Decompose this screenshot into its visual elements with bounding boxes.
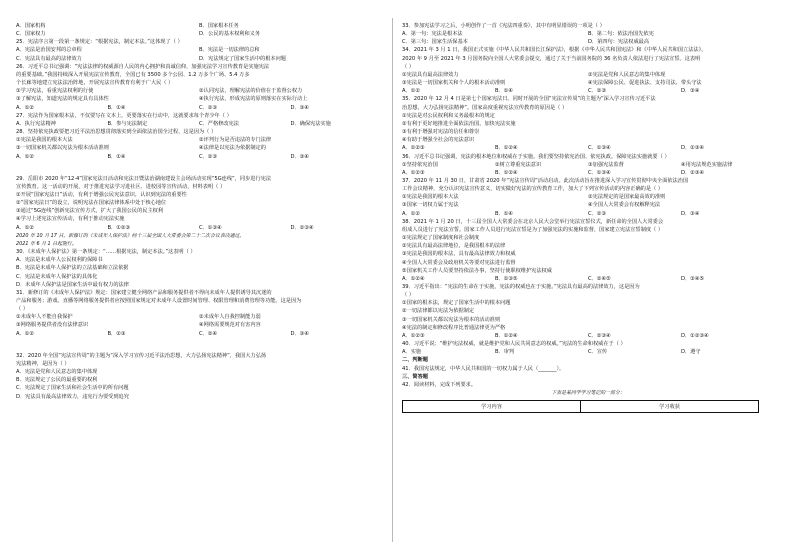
statement-item: ③一切国家机关都以宪法为根本的活动准则 bbox=[402, 316, 501, 323]
question-34-options bbox=[402, 87, 774, 95]
question-35-stem: 35．2020 年 12 月 4 日是第七个国家宪法日。同时开展的全国“宪法宣传周”的主题为“深入学习宣传习近平法 bbox=[402, 96, 656, 103]
top-options-row1 bbox=[16, 22, 382, 30]
option[interactable]: A．①② bbox=[402, 88, 421, 95]
statement-item: ④执行宪法，形成宪法的原则落实在实际行动上 bbox=[199, 96, 308, 103]
question-40-stem: 40．习近平说：“维护宪法权威，就是维护党和人民共同意志的权威。”宪法的生命和权威在于（ ） bbox=[402, 341, 626, 348]
statement-item: ③了解宪法，知道宪法的规定具有具体性 bbox=[16, 96, 109, 103]
option[interactable]: D．宪法具有最高法律效力，违宪行为要受到追究 bbox=[16, 393, 129, 400]
option[interactable]: A．①②④ bbox=[402, 275, 425, 282]
option[interactable]: C．宪法规定了国家生活和社会生活中的所有问题 bbox=[16, 385, 129, 392]
question-27-stem: 27．宪法作为国家根本法，不仅要写在文本上，更要落实在行动中，这就要求每个青少年（ ） bbox=[16, 112, 232, 119]
section-heading: 二、判断题 bbox=[402, 357, 428, 364]
question-26-stem-line: 个长廊等地建立宪法法治阵地，开展宪法宣传教育有利于广大民（ ） bbox=[16, 80, 174, 87]
statement-item: ②树立尊重宪法意识 bbox=[495, 161, 542, 168]
option[interactable]: D．确保宪法实施 bbox=[290, 120, 331, 127]
question-37-stem-line: 工作会议精神，充分认识宪法宣传意义，切实做好宪法的宣传教育工作，加大了下列宣传活动的内容正确的是（ ） bbox=[402, 186, 664, 193]
statement-item: ①宪法是对公民权利和义务最根本的规定 bbox=[402, 112, 495, 119]
question-37-options bbox=[402, 210, 774, 218]
option[interactable]: D．②③④ bbox=[681, 145, 705, 152]
question-25-options-row2 bbox=[16, 55, 382, 63]
statement-item: ③通过“5G连线”创新宪法宣传方式，扩大了我国公民的民主权利 bbox=[16, 208, 164, 215]
option[interactable]: A．执行宪法精神 bbox=[16, 120, 56, 127]
question-36-options bbox=[402, 169, 774, 177]
question-34-items-row1 bbox=[402, 71, 774, 79]
question-26-options bbox=[16, 104, 382, 112]
question-26-items-row1 bbox=[16, 87, 382, 95]
question-39-options bbox=[402, 332, 774, 340]
statement-item: ①未成年人不能自我保护 bbox=[16, 314, 73, 321]
option[interactable]: B．①②③ bbox=[107, 224, 131, 231]
study-notes-table bbox=[402, 400, 759, 413]
option[interactable]: B．国家根本任务 bbox=[199, 23, 239, 29]
question-35-stem-line: 治思想，大力弘扬宪法精神”。国家高度重视宪法宣传教育的原因是（ ） bbox=[402, 104, 568, 111]
option[interactable]: A．①② bbox=[16, 153, 35, 160]
statement-item: ③宪法是我国的根本法，具有最高法律效力和权威 bbox=[402, 251, 516, 258]
question-38-options bbox=[402, 275, 774, 283]
statement-item: ①国家的根本法，规定了国家生活中的根本问题 bbox=[402, 300, 511, 307]
statement-item: ②宪法具有最高法律地位，是我国根本的法律 bbox=[402, 243, 506, 250]
question-33-options-row1 bbox=[402, 30, 774, 38]
statement-item: ①宪法是我国的根本大法 bbox=[16, 137, 73, 144]
option[interactable]: A．实施 bbox=[402, 349, 422, 356]
question-29-stem: 29．岳阳市 2020 年“12·4”国家宪法日活动和宪法日暨法治湖南建设主会场活动实现“5G连线”，同步进行宪法 bbox=[16, 175, 272, 182]
option[interactable]: D．①②③④ bbox=[681, 332, 709, 339]
statement-item: ②有利于更好地推进全面依法治国，加快宪法实施 bbox=[402, 120, 516, 127]
question-31-stem-line: 产品和服务；游戏、直播等网络服务提供者应按照国家规定对未成年人设置时间管理、权限管理和消费管理等功能。这是因为 bbox=[16, 298, 302, 304]
statement-item: ③国家一切权力属于宪法 bbox=[402, 202, 459, 209]
statement-item: ②评判行为是否违法的专门法律 bbox=[199, 137, 272, 144]
statement-item: ⑤国家机关工作人员要坚持依法办事，坚持行使职权维护宪法权威 bbox=[402, 267, 552, 274]
option[interactable]: A．①② bbox=[16, 104, 35, 111]
option[interactable]: A．宪法是党和人民意志的集中体现 bbox=[16, 369, 98, 376]
statement-item: ④法律是以宪法为依据制定的 bbox=[199, 145, 266, 152]
question-42-stem: 42．阅读材料，完成下列要求。 bbox=[402, 381, 477, 388]
question-38-stem: 38．2021 年 1 月 20 日，十三届全国人大常委会在北京人民大会堂举行宪法宣誓仪式，新任命的全国人大常委会 bbox=[402, 218, 664, 225]
statement-item: ②认同宪法，理解宪法的价值在于监督公权力 bbox=[199, 88, 303, 95]
statement-item: ①宪法是我国的根本大法 bbox=[402, 194, 459, 201]
question-30-stem: 30．《未成年人保护法》第一条规定：“……根据宪法，制定本法。”这表明（ ） bbox=[16, 249, 196, 256]
statement-item: ③网络服务提供者没有法律意识 bbox=[16, 322, 89, 329]
option[interactable]: D．③④ bbox=[290, 330, 309, 337]
option[interactable]: B．①④ bbox=[107, 104, 126, 111]
option[interactable]: C．①③④ bbox=[588, 145, 611, 152]
option[interactable]: B．①④ bbox=[495, 88, 514, 95]
statement-item: ①开展“国家宪法日”活动，有利于增强公民宪法意识，认识到宪法的重要性 bbox=[16, 191, 187, 198]
option[interactable]: D．宪法规定了国家生活中的根本问题 bbox=[199, 55, 286, 62]
option[interactable]: D．未成年人保护法是国家生活中最有权力的法律 bbox=[16, 281, 129, 288]
table-caption: 下表是某同学学习笔记的一部分： bbox=[551, 390, 625, 397]
question-26-stem: 26．习近平总书记强调：“宪法法律的权威源自人民的内心拥护和真诚信仰，加强宪法学习宣传教育是实施宪法 bbox=[16, 63, 270, 70]
option[interactable]: C．②④⑤ bbox=[588, 275, 611, 282]
question-25-options-row1 bbox=[16, 46, 382, 54]
option[interactable]: B．①③⑤ bbox=[495, 275, 518, 282]
option[interactable]: C．宪法是未成年人保护法的具体化 bbox=[16, 273, 98, 280]
question-31-options bbox=[16, 330, 382, 338]
option[interactable]: D．②③④ bbox=[290, 224, 314, 231]
option[interactable]: B．①④ bbox=[107, 153, 126, 160]
option[interactable]: A．宪法是治国安邦的总章程 bbox=[16, 47, 82, 54]
section-heading: 三、简答题 bbox=[402, 373, 428, 380]
option[interactable]: D．③④⑤ bbox=[681, 275, 705, 282]
statement-item: ①宪法规定了国家制度和社会制度 bbox=[402, 235, 480, 242]
statement-item: ③有利于增强对宪法的信任和尊崇 bbox=[402, 129, 480, 136]
statement-item: ①学习宪法，看重宪法权利的行使 bbox=[16, 88, 94, 95]
option[interactable]: C．②③ bbox=[199, 153, 218, 160]
question-40-options bbox=[402, 348, 774, 356]
question-31-items-row1 bbox=[16, 313, 382, 321]
question-26-stem-line: 的重要基础。”我国持续深入开展宪法宣传教育，全国已有 3500 多个公园、1.2 万多个广场、5.4 万多 bbox=[16, 71, 250, 78]
option[interactable]: A．宪法是未成年人公民权利的保障书 bbox=[16, 257, 103, 264]
option[interactable]: B．宪法是一切法律的总和 bbox=[199, 47, 260, 54]
question-31-stem: 31．新修订的《未成年人保护法》规定：国家建立健全网络产品和服务提供者不得向未成年人提供诱导其沉迷的 bbox=[16, 289, 272, 296]
question-39-stem-line: （ ） bbox=[402, 292, 415, 299]
right-column bbox=[402, 22, 774, 546]
option[interactable]: C．②③④ bbox=[588, 332, 611, 339]
question-37-stem: 37．2020 年 11 月 30 日，甘肃省 2020 年“宪法宣传周”活动启动。此次活动旨在推进深入学习宣传贯彻中央全面依法治国 bbox=[402, 177, 689, 184]
option[interactable]: B．①②④ bbox=[495, 332, 518, 339]
spacer bbox=[16, 338, 382, 352]
statement-item: ④全国人大常委会有权解释宪法 bbox=[588, 202, 661, 209]
statement-item: ④用宪法规范实施法律 bbox=[681, 161, 733, 168]
question-28-items-row1 bbox=[16, 136, 382, 144]
material-text: 2020 年 10 月 17 日，新修订的《未成年人保护法》经十三届全国人大常委会第二十二次会议表决通过， bbox=[16, 232, 245, 239]
top-options-row2 bbox=[16, 30, 382, 38]
question-34-stem: 34．2021 年 3 月 1 日，我国正式实施《中华人民共和国长江保护法》，根据《中华人民共和国宪法》和《中华人民共和国立法法》， bbox=[402, 47, 707, 54]
option[interactable]: A．①② bbox=[16, 224, 35, 231]
table-header-cell: 学习收获 bbox=[581, 401, 759, 413]
question-31-stem-line: （ ） bbox=[16, 306, 29, 313]
option[interactable]: D．公民的基本权利和义务 bbox=[199, 31, 261, 38]
option[interactable]: B．①②④ bbox=[495, 169, 518, 176]
option[interactable]: B．宪法规定了公民的最重要的权利 bbox=[16, 377, 98, 384]
question-25-stem: 25．宪法序言第一段第一条规定：“根据宪法，制定本法。”这体现了（ ） bbox=[16, 39, 183, 46]
question-34-stem-line: 2020 年 9 月至 2021 年 3 月国务院向全国人大常委会提交，通过了关于当前国务院的 36 名负责人依法进行了宪法宣誓。这表明 bbox=[402, 55, 701, 62]
question-29-stem-line: 宣传教育。这一活动的开展，对于推进宪法学习进社区、进校园等宣传活动，材料表明（ ） bbox=[16, 183, 226, 190]
option[interactable]: D．③④ bbox=[681, 88, 700, 95]
question-36-stem: 36．习近平总书记强调，宪法的根本地位和权威在于实施。我们要坚持依宪治国、依宪执政。保障宪法实施就要（ ） bbox=[402, 153, 670, 160]
option[interactable]: B．审判 bbox=[495, 349, 515, 356]
question-38-stem-line: 组成人员进行了宪法宣誓。国家工作人员进行宪法宣誓是为了加强宪法的实施和监督，国家建立宪法宣誓制度（ ） bbox=[402, 226, 664, 233]
option[interactable]: D．③④ bbox=[681, 210, 700, 217]
option[interactable]: C．②③ bbox=[588, 88, 607, 95]
question-32-stem: 32．2020 年全国“宪法宣传周”的主题为“深入学习宣传习近平法治思想，大力弘扬宪法精神”，我国大力弘扬 bbox=[16, 352, 267, 359]
option[interactable]: B．参与宪法制定 bbox=[107, 120, 148, 127]
question-28-stem: 28．坚持依宪执政要把习近平法治思想贯彻落实到全面依法治国全过程，这是因为（ ） bbox=[16, 129, 217, 136]
option[interactable]: C．严格修改宪法 bbox=[199, 120, 239, 127]
statement-item: ③宪法是一切国家机关和个人的根本活动准则 bbox=[402, 80, 506, 87]
question-29-options bbox=[16, 224, 382, 232]
statement-item: ④全国人大常委会及政府机关等要对宪法进行监督 bbox=[402, 259, 516, 266]
statement-item: ①宪法具有最高法律效力 bbox=[402, 71, 459, 78]
option[interactable]: A．①② bbox=[16, 330, 35, 337]
material-text: 2021 年 6 月 1 日起施行。 bbox=[16, 240, 77, 247]
option[interactable]: C．国家权力 bbox=[16, 31, 46, 38]
statement-item: ②一切法律都以宪法为依据制定 bbox=[402, 308, 475, 315]
statement-item: ②“国家宪法日”的设立，说明宪法在国家法律体系中处于核心地位 bbox=[16, 200, 167, 207]
question-27-options bbox=[16, 120, 382, 128]
question-41: 41．我国宪法规定，中华人民共和国的一切权力属于人民（_______）。 bbox=[402, 365, 565, 372]
option[interactable]: D．③④ bbox=[290, 104, 309, 111]
spacer bbox=[16, 161, 382, 175]
statement-item: ④学习上述宪法宣传活动，有利于推动宪法实施 bbox=[16, 216, 125, 223]
question-36-items bbox=[402, 161, 774, 169]
statement-item: ④有助于增强全社会的宪法意识 bbox=[402, 137, 475, 144]
option[interactable]: A．国家机构 bbox=[16, 23, 46, 29]
statement-item: ④宪法保障公民、促进执法、支持司法、带头守法 bbox=[588, 80, 702, 87]
statement-item: ③加强宪法监督 bbox=[588, 161, 624, 168]
question-32-stem-line: 宪法精神，是因为（ ） bbox=[16, 360, 70, 367]
question-34-stem-line: （ ） bbox=[402, 63, 415, 70]
option[interactable]: B．①④ bbox=[495, 210, 514, 217]
option[interactable]: D．遵守 bbox=[681, 349, 701, 356]
table-header-cell: 学习内容 bbox=[403, 401, 581, 413]
statement-item: ③一切国家机关都以宪法为根本活动准则 bbox=[16, 145, 109, 152]
option[interactable]: B．①②④ bbox=[495, 145, 518, 152]
statement-item: ④宪法的制定和修改程序比普通法律更为严格 bbox=[402, 324, 506, 331]
option[interactable]: C．②③ bbox=[199, 104, 218, 111]
question-28-options bbox=[16, 153, 382, 161]
column-divider bbox=[392, 18, 393, 542]
question-34-items-row2 bbox=[402, 79, 774, 87]
option[interactable]: D．③④ bbox=[290, 153, 309, 160]
statement-item: ④网络需要规范对有害内容 bbox=[199, 322, 261, 329]
option[interactable]: B．宪法是未成年人保护法的立法基础和立法依据 bbox=[16, 265, 129, 272]
option[interactable]: D．第四句：宪法权威最高 bbox=[588, 39, 650, 46]
option[interactable]: C．宣传 bbox=[588, 349, 608, 356]
option[interactable]: C．②④ bbox=[199, 330, 218, 337]
option[interactable]: A．第一句：宪法是根本法 bbox=[402, 31, 463, 38]
option[interactable]: B．第二句：依法治国先依宪 bbox=[588, 31, 654, 38]
question-37-items-row2 bbox=[402, 201, 774, 209]
option[interactable]: C．第三句：国家生活保基本 bbox=[402, 39, 468, 46]
option[interactable]: A．①② bbox=[402, 210, 421, 217]
option[interactable]: C．宪法具有最高的法律效力 bbox=[16, 55, 82, 62]
option[interactable]: D．②③④ bbox=[681, 169, 705, 176]
option[interactable]: A．①②③ bbox=[402, 332, 425, 339]
statement-item: ②宪法规定的是国家最高效的准则 bbox=[588, 194, 666, 201]
statement-item: ②未成年人自我控制能力弱 bbox=[199, 314, 261, 321]
question-39-stem: 39．习近平指出：“宪法的生命在于实施，宪法的权威也在于实施。”宪法具有最高的法律效力，这是因为 bbox=[402, 284, 640, 290]
question-37-items-row1 bbox=[402, 193, 774, 201]
statement-item: ②宪法是党和人民意志的集中体现 bbox=[588, 71, 666, 78]
option[interactable]: C．①③④ bbox=[199, 224, 222, 231]
option[interactable]: A．①②③ bbox=[402, 169, 425, 176]
question-33-stem: 33．参加宪法学习之后，小明创作了一首《宪法四重奏》，其中有明显错误的一项是（ ） bbox=[402, 23, 605, 29]
question-28-items-row2 bbox=[16, 144, 382, 152]
left-column bbox=[16, 22, 382, 546]
statement-item: ①坚持依宪治国 bbox=[402, 161, 438, 168]
option[interactable]: C．①③④ bbox=[588, 169, 611, 176]
question-26-items-row2 bbox=[16, 95, 382, 103]
question-31-items-row2 bbox=[16, 321, 382, 329]
option[interactable]: A．①②③ bbox=[402, 145, 425, 152]
option[interactable]: C．②③ bbox=[588, 210, 607, 217]
option[interactable]: B．②③ bbox=[107, 330, 126, 337]
question-35-options bbox=[402, 144, 774, 152]
question-33-options-row2 bbox=[402, 38, 774, 46]
